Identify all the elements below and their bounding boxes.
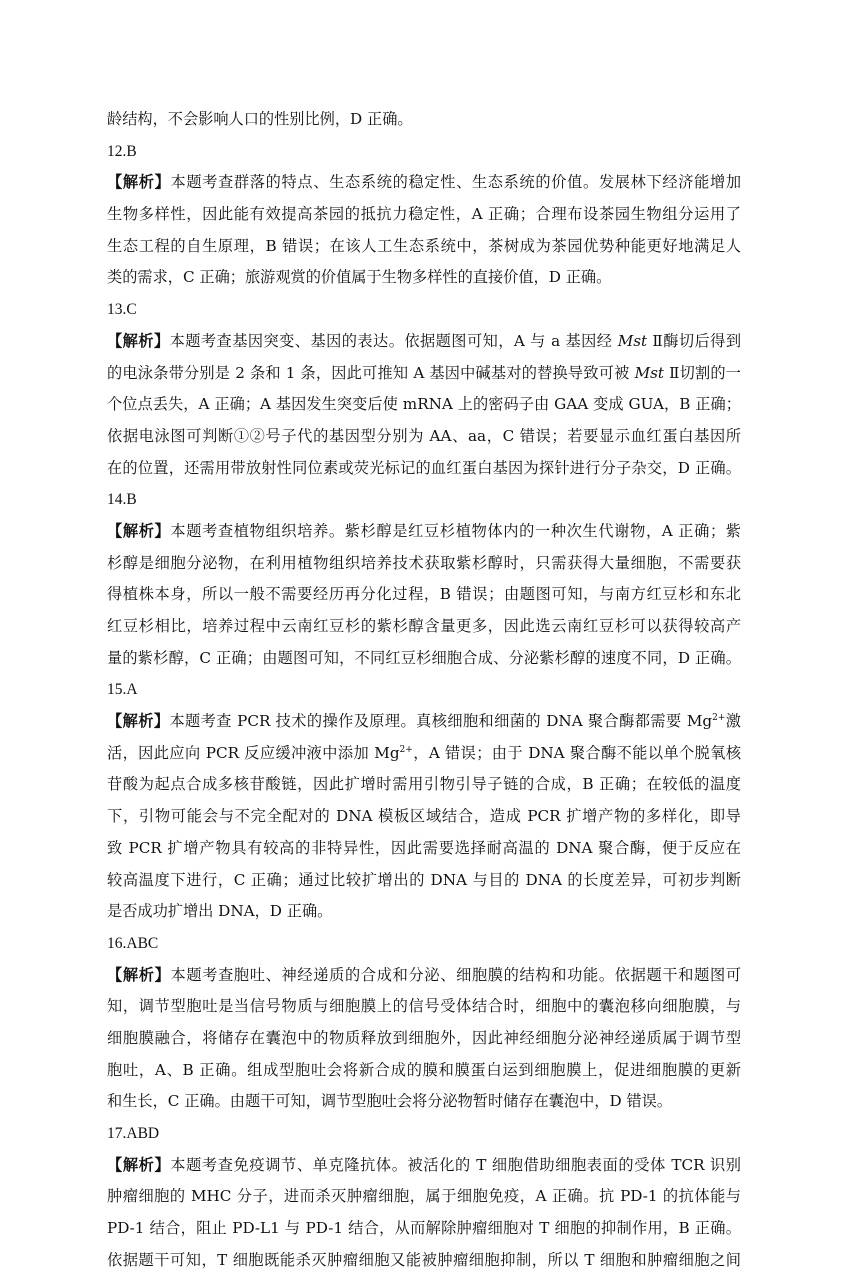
q13-line-2: 的电泳条带分别是 2 条和 1 条，因此可推知 A 基因中碱基对的替换导致可被 Mst Ⅱ切割的一	[107, 363, 741, 382]
q12-line-2: 生物多样性，因此能有效提高茶园的抵抗力稳定性，A 正确；合理布设茶园生物组分运用了	[107, 205, 741, 224]
q12-line-1: 【解析】本题考查群落的特点、生态系统的稳定性、生态系统的价值。发展林下经济能增加	[107, 173, 742, 192]
q16-line-4: 胞吐，A、B 正确。组成型胞吐会将新合成的膜和膜蛋白运到细胞膜上，促进细胞膜的更新	[107, 1060, 741, 1079]
answer-12: 12.B	[107, 142, 137, 160]
q15-line-6: 较高温度下进行，C 正确；通过比较扩增出的 DNA 与目的 DNA 的长度差异，可初步判断	[107, 870, 741, 889]
q15-line-7: 是否成功扩增出 DNA，D 正确。	[107, 902, 333, 921]
q17-line-1: 【解析】本题考查免疫调节、单克隆抗体。被活化的 T 细胞借助细胞表面的受体 TCR 识别	[107, 1155, 741, 1174]
answer-17: 17.ABD	[107, 1125, 160, 1142]
q14-line-1: 【解析】本题考查植物组织培养。紫杉醇是红豆杉植物体内的一种次生代谢物，A 正确；紫	[107, 521, 741, 540]
q15-line-3: 苷酸为起点合成多核苷酸链，因此扩增时需用引物引导子链的合成，B 正确；在较低的温度	[107, 775, 741, 794]
q16-line-3: 细胞膜融合，将储存在囊泡中的物质释放到细胞外，因此神经细胞分泌神经递质属于调节型	[107, 1028, 741, 1047]
q17-line-2: 肿瘤细胞的 MHC 分子，进而杀灭肿瘤细胞，属于细胞免疫，A 正确。抗 PD-1 的抗体能与	[107, 1187, 741, 1206]
q15-line-2: 活，因此应向 PCR 反应缓冲液中添加 $Mg^{2+}$，A 错误；由于 DNA 聚合酶不能以单个脱氧核	[107, 743, 742, 762]
answer-13: 13.C	[107, 301, 137, 319]
document-page	[107, 104, 741, 1276]
answer-15: 15.A	[107, 681, 138, 699]
q13-line-4: 依据电泳图可判断①②号子代的基因型分别为 AA、aa，C 错误；若要显示血红蛋白基因所	[107, 426, 741, 445]
q13-line-5: 在的位置，还需用带放射性同位素或荧光标记的血红蛋白基因为探针进行分子杂交，D 正确。	[107, 458, 741, 477]
answer-14: 14.B	[107, 491, 137, 509]
q17-line-4: 依据题干可知，T 细胞既能杀灭肿瘤细胞又能被肿瘤细胞抑制，所以 T 细胞和肿瘤细胞之间	[107, 1250, 741, 1269]
q16-line-2: 知，调节型胞吐是当信号物质与细胞膜上的信号受体结合时，细胞中的囊泡移向细胞膜，与	[107, 997, 741, 1016]
q15-line-1: 【解析】本题考查 PCR 技术的操作及原理。真核细胞和细菌的 DNA 聚合酶都需要 $Mg^{2+}$激	[107, 712, 741, 731]
q15-line-4: 下，引物可能会与不完全配对的 DNA 模板区域结合，造成 PCR 扩增产物的多样化，即导	[107, 807, 741, 826]
q16-line-5: 和生长，C 正确。由题干可知，调节型胞吐会将分泌物暂时储存在囊泡中，D 错误。	[107, 1092, 673, 1111]
q15-line-5: 致 PCR 扩增产物具有较高的非特异性，因此需要选择耐高温的 DNA 聚合酶，便于反应在	[107, 838, 741, 857]
q14-line-3: 得植株本身，所以一般不需要经历再分化过程，B 错误；由题图可知，与南方红豆杉和东北	[107, 585, 741, 604]
q14-line-5: 量的紫杉醇，C 正确；由题图可知，不同红豆杉细胞合成、分泌紫杉醇的速度不同，D 正确。	[107, 648, 741, 667]
q13-line-3: 个位点丢失，A 正确；A 基因发生突变后使 mRNA 上的密码子由 GAA 变成 GUA，B 正确；	[107, 395, 741, 414]
q14-line-4: 红豆杉相比，培养过程中云南红豆杉的紫杉醇含量更多，因此选云南红豆杉可以获得较高产	[107, 617, 741, 635]
q14-line-2: 杉醇是细胞分泌物，在利用植物组织培养技术获取紫杉醇时，只需获得大量细胞，不需要获	[107, 553, 741, 572]
answer-16: 16.ABC	[107, 934, 159, 952]
q16-line-1: 【解析】本题考查胞吐、神经递质的合成和分泌、细胞膜的结构和功能。依据题干和题图可	[107, 965, 742, 984]
q12-line-4: 类的需求，C 正确；旅游观赏的价值属于生物多样性的直接价值，D 正确。	[107, 268, 612, 287]
q17-line-3: PD-1 结合，阻止 PD-L1 与 PD-1 结合，从而解除肿瘤细胞对 T 细胞的抑制作用，B 正确。	[107, 1219, 741, 1238]
intro-line: 龄结构，不会影响人口的性别比例，D 正确。	[107, 110, 413, 128]
q12-line-3: 生态工程的自生原理，B 错误；在该人工生态系统中，茶树成为茶园优势种能更好地满足人	[107, 236, 741, 255]
q13-line-1: 【解析】本题考查基因突变、基因的表达。依据题图可知，A 与 a 基因经 Mst Ⅱ酶切后得到	[107, 331, 742, 350]
